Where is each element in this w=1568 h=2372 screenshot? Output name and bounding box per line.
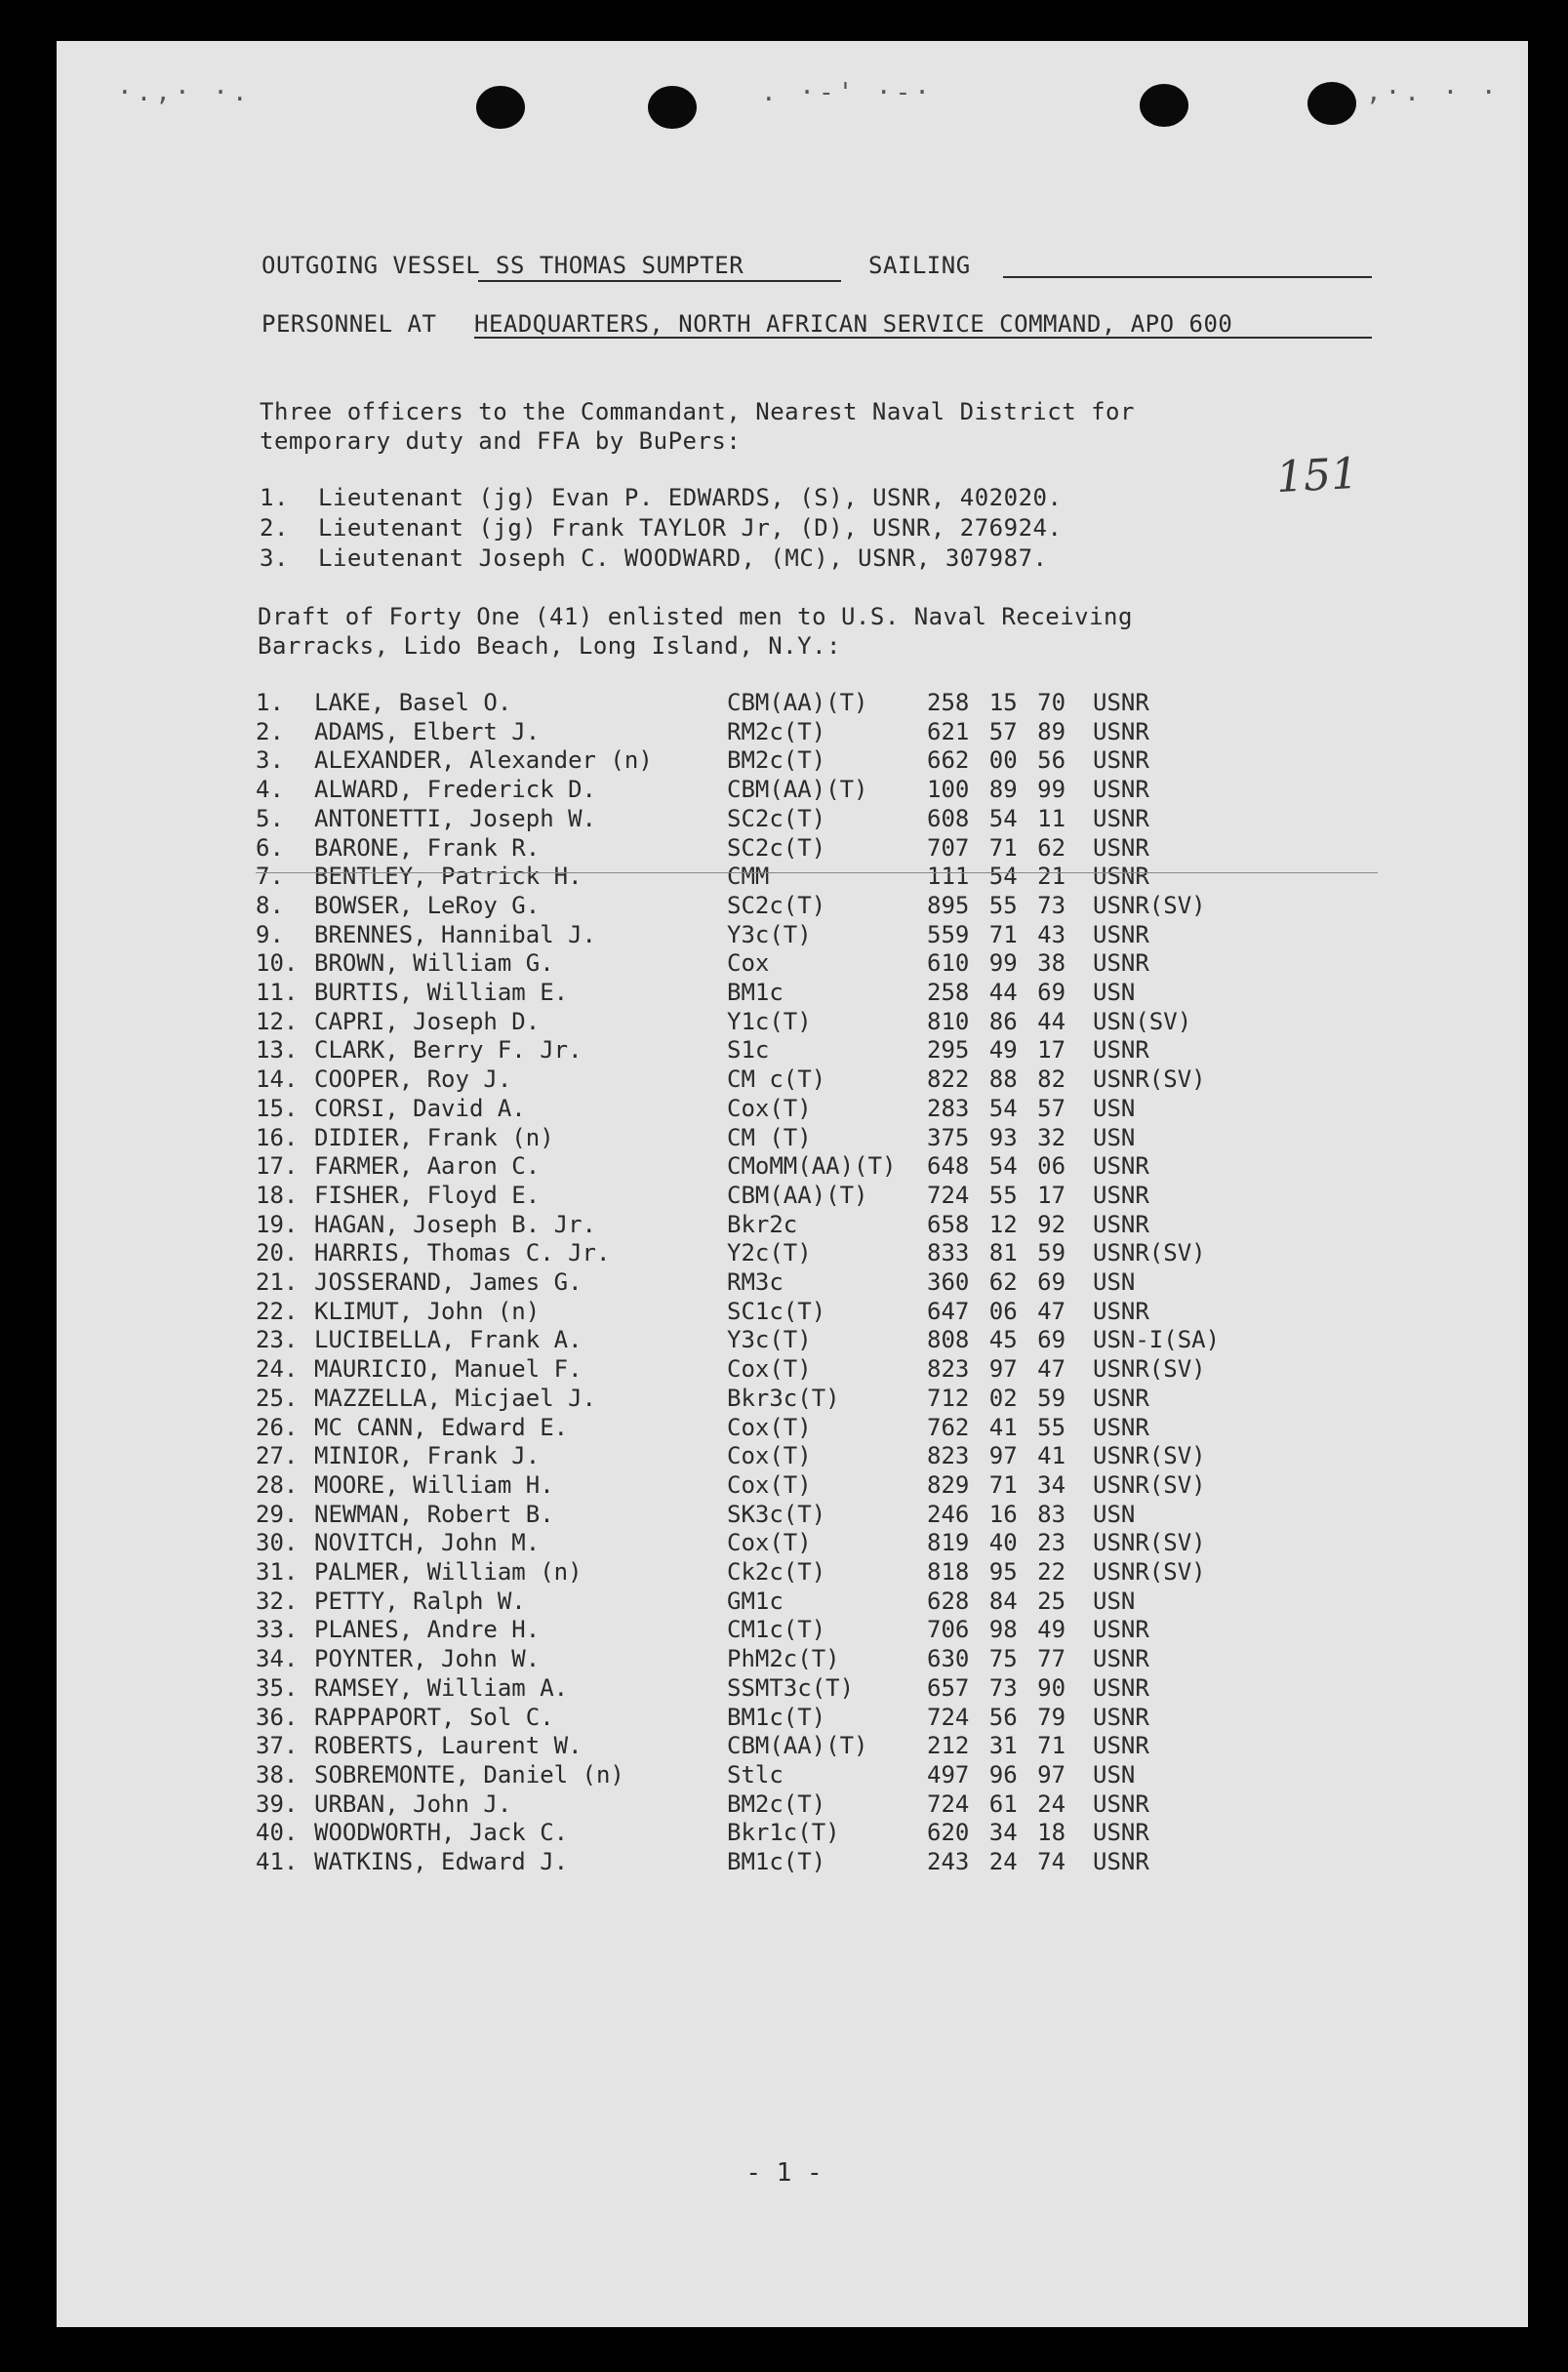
enlisted-rate: SC2c(T) [727, 804, 826, 832]
enlisted-status: USN-I(SA) [1093, 1326, 1221, 1354]
station-underline [474, 337, 1372, 339]
enlisted-service-number: 823 97 41 [927, 1442, 1066, 1470]
enlisted-status: USN [1093, 1587, 1136, 1615]
enlisted-rate: Y3c(T) [727, 1326, 812, 1354]
enlisted-name: ALEXANDER, Alexander (n) [314, 746, 653, 775]
sailing-underline [1003, 276, 1372, 278]
enlisted-number: 23. [256, 1326, 299, 1354]
enlisted-status: USNR(SV) [1093, 1355, 1206, 1384]
officers-intro-line-1: Three officers to the Commandant, Nearest Naval District for [260, 398, 1135, 425]
officer-number: 2. [260, 514, 289, 542]
enlisted-name: COOPER, Roy J. [314, 1065, 512, 1094]
vessel-name: SS THOMAS SUMPTER [496, 252, 744, 279]
enlisted-name: CORSI, David A. [314, 1094, 526, 1122]
enlisted-service-number: 246 16 83 [927, 1500, 1066, 1528]
edge-marks-center: . ·-' ·-· [761, 78, 934, 107]
enlisted-name: POYNTER, John W. [314, 1645, 541, 1673]
enlisted-status: USNR [1093, 1673, 1149, 1702]
enlisted-rate: BM2c(T) [727, 746, 826, 775]
officers-intro-line-2: temporary duty and FFA by BuPers: [260, 427, 742, 455]
enlisted-name: NOVITCH, John M. [314, 1529, 541, 1557]
enlisted-status: USNR [1093, 1036, 1149, 1065]
enlisted-service-number: 111 54 21 [927, 863, 1066, 891]
enlisted-status: USNR [1093, 1413, 1149, 1441]
enlisted-number: 31. [256, 1558, 299, 1586]
enlisted-service-number: 497 96 97 [927, 1760, 1066, 1789]
enlisted-status: USNR [1093, 949, 1149, 978]
enlisted-status: USNR [1093, 1819, 1149, 1847]
enlisted-rate: Bkr3c(T) [727, 1384, 840, 1412]
officer-number: 3. [260, 544, 289, 572]
enlisted-service-number: 662 00 56 [927, 746, 1066, 775]
enlisted-rate: CMoMM(AA)(T) [727, 1152, 897, 1181]
enlisted-service-number: 808 45 69 [927, 1326, 1066, 1354]
enlisted-status: USNR [1093, 1703, 1149, 1731]
enlisted-service-number: 647 06 47 [927, 1297, 1066, 1325]
enlisted-name: ROBERTS, Laurent W. [314, 1732, 583, 1760]
enlisted-name: BOWSER, LeRoy G. [314, 891, 541, 919]
enlisted-name: CLARK, Berry F. Jr. [314, 1036, 583, 1065]
enlisted-number: 9. [256, 920, 284, 948]
station-name: HEADQUARTERS, NORTH AFRICAN SERVICE COMMAND, APO 600 [474, 310, 1233, 338]
enlisted-service-number: 630 75 77 [927, 1645, 1066, 1673]
enlisted-service-number: 724 56 79 [927, 1703, 1066, 1731]
enlisted-status: USN [1093, 979, 1136, 1006]
enlisted-number: 10. [256, 949, 299, 978]
enlisted-name: BRENNES, Hannibal J. [314, 920, 596, 948]
enlisted-service-number: 706 98 49 [927, 1616, 1066, 1644]
enlisted-status: USNR [1093, 1181, 1149, 1209]
enlisted-number: 12. [256, 1007, 299, 1035]
enlisted-number: 15. [256, 1094, 299, 1122]
enlisted-rate: S1c [727, 1036, 770, 1065]
enlisted-name: BENTLEY, Patrick H. [314, 863, 583, 891]
enlisted-rate: CBM(AA)(T) [727, 689, 868, 716]
enlisted-name: BROWN, William G. [314, 949, 554, 978]
enlisted-rate: CM (T) [727, 1123, 812, 1151]
enlisted-name: KLIMUT, John (n) [314, 1297, 541, 1325]
enlisted-rate: CBM(AA)(T) [727, 1732, 868, 1760]
enlisted-status: USNR [1093, 1732, 1149, 1760]
stamped-page-number: 151 [1274, 448, 1360, 503]
enlisted-service-number: 559 71 43 [927, 920, 1066, 948]
enlisted-status: USNR [1093, 746, 1149, 775]
punch-hole-3 [1140, 84, 1188, 127]
enlisted-service-number: 258 15 70 [927, 689, 1066, 716]
enlisted-rate: Y3c(T) [727, 920, 812, 948]
enlisted-status: USNR [1093, 804, 1149, 832]
enlisted-rate: RM3c [727, 1268, 784, 1296]
enlisted-status: USNR(SV) [1093, 1470, 1206, 1499]
outgoing-vessel-label: OUTGOING VESSEL [261, 252, 481, 279]
enlisted-number: 37. [256, 1732, 299, 1760]
enlisted-rate: Stlc [727, 1760, 784, 1789]
enlisted-status: USNR [1093, 776, 1149, 804]
enlisted-service-number: 283 54 57 [927, 1094, 1066, 1122]
enlisted-status: USN [1093, 1500, 1136, 1528]
enlisted-name: HAGAN, Joseph B. Jr. [314, 1210, 596, 1238]
enlisted-status: USNR(SV) [1093, 1529, 1206, 1557]
personnel-label: PERSONNEL AT [261, 310, 437, 338]
enlisted-number: 1. [256, 689, 284, 716]
enlisted-number: 28. [256, 1470, 299, 1499]
enlisted-number: 16. [256, 1123, 299, 1151]
enlisted-service-number: 895 55 73 [927, 891, 1066, 919]
enlisted-name: FARMER, Aaron C. [314, 1152, 541, 1181]
enlisted-number: 26. [256, 1413, 299, 1441]
enlisted-service-number: 829 71 34 [927, 1470, 1066, 1499]
sailing-label: SAILING [868, 252, 971, 279]
enlisted-service-number: 724 55 17 [927, 1181, 1066, 1209]
enlisted-number: 13. [256, 1036, 299, 1065]
enlisted-service-number: 212 31 71 [927, 1732, 1066, 1760]
enlisted-name: ANTONETTI, Joseph W. [314, 804, 596, 832]
enlisted-rate: Ck2c(T) [727, 1558, 826, 1586]
enlisted-name: LUCIBELLA, Frank A. [314, 1326, 583, 1354]
enlisted-service-number: 608 54 11 [927, 804, 1066, 832]
enlisted-rate: Cox(T) [727, 1529, 812, 1557]
edge-marks-left: ·.,· ·. [117, 78, 252, 107]
enlisted-name: SOBREMONTE, Daniel (n) [314, 1760, 624, 1789]
enlisted-name: MAURICIO, Manuel F. [314, 1355, 583, 1384]
enlisted-number: 22. [256, 1297, 299, 1325]
enlisted-rate: CBM(AA)(T) [727, 776, 868, 804]
enlisted-status: USN [1093, 1268, 1136, 1296]
enlisted-name: PLANES, Andre H. [314, 1616, 541, 1644]
enlisted-name: ALWARD, Frederick D. [314, 776, 596, 804]
enlisted-name: ADAMS, Elbert J. [314, 717, 541, 745]
enlisted-service-number: 258 44 69 [927, 979, 1066, 1006]
enlisted-status: USNR [1093, 1152, 1149, 1181]
enlisted-number: 21. [256, 1268, 299, 1296]
officer-number: 1. [260, 484, 289, 511]
enlisted-status: USNR [1093, 1384, 1149, 1412]
enlisted-number: 25. [256, 1384, 299, 1412]
enlisted-service-number: 658 12 92 [927, 1210, 1066, 1238]
enlisted-name: LAKE, Basel O. [314, 689, 512, 716]
enlisted-service-number: 100 89 99 [927, 776, 1066, 804]
enlisted-rate: SC2c(T) [727, 891, 826, 919]
enlisted-status: USNR [1093, 863, 1149, 891]
enlisted-service-number: 818 95 22 [927, 1558, 1066, 1586]
enlisted-name: WOODWORTH, Jack C. [314, 1819, 569, 1847]
enlisted-name: RAPPAPORT, Sol C. [314, 1703, 554, 1731]
enlisted-name: BARONE, Frank R. [314, 833, 541, 862]
enlisted-name: DIDIER, Frank (n) [314, 1123, 554, 1151]
punch-hole-1 [476, 86, 525, 129]
enlisted-rate: RM2c(T) [727, 717, 826, 745]
enlisted-number: 35. [256, 1673, 299, 1702]
enlisted-rate: Bkr1c(T) [727, 1819, 840, 1847]
enlisted-status: USNR [1093, 1645, 1149, 1673]
enlisted-service-number: 819 40 23 [927, 1529, 1066, 1557]
enlisted-service-number: 822 88 82 [927, 1065, 1066, 1094]
enlisted-service-number: 295 49 17 [927, 1036, 1066, 1065]
enlisted-status: USNR [1093, 689, 1149, 716]
enlisted-rate: Cox(T) [727, 1094, 812, 1122]
enlisted-rate: BM1c(T) [727, 1848, 826, 1875]
enlisted-name: MINIOR, Frank J. [314, 1442, 541, 1470]
enlisted-number: 7. [256, 863, 284, 891]
enlisted-service-number: 823 97 47 [927, 1355, 1066, 1384]
enlisted-name: URBAN, John J. [314, 1789, 512, 1818]
enlisted-status: USNR [1093, 833, 1149, 862]
enlisted-service-number: 724 61 24 [927, 1789, 1066, 1818]
enlisted-name: MC CANN, Edward E. [314, 1413, 569, 1441]
enlisted-rate: Cox(T) [727, 1470, 812, 1499]
enlisted-number: 33. [256, 1616, 299, 1644]
enlisted-name: NEWMAN, Robert B. [314, 1500, 554, 1528]
enlisted-rate: GM1c [727, 1587, 784, 1615]
enlisted-rate: BM2c(T) [727, 1789, 826, 1818]
enlisted-status: USNR [1093, 1297, 1149, 1325]
ruled-line [256, 872, 1378, 873]
punch-hole-4 [1307, 82, 1356, 125]
enlisted-service-number: 648 54 06 [927, 1152, 1066, 1181]
draft-intro-line-1: Draft of Forty One (41) enlisted men to U.S. Naval Receiving [258, 603, 1133, 630]
enlisted-service-number: 833 81 59 [927, 1239, 1066, 1267]
enlisted-rate: PhM2c(T) [727, 1645, 840, 1673]
enlisted-number: 20. [256, 1239, 299, 1267]
enlisted-rate: BM1c(T) [727, 1703, 826, 1731]
enlisted-number: 38. [256, 1760, 299, 1789]
enlisted-status: USNR(SV) [1093, 1442, 1206, 1470]
enlisted-name: MOORE, William H. [314, 1470, 554, 1499]
enlisted-rate: CM c(T) [727, 1065, 826, 1094]
enlisted-rate: SSMT3c(T) [727, 1673, 855, 1702]
enlisted-number: 40. [256, 1819, 299, 1847]
enlisted-rate: Cox(T) [727, 1442, 812, 1470]
enlisted-number: 29. [256, 1500, 299, 1528]
enlisted-number: 4. [256, 776, 284, 804]
enlisted-name: RAMSEY, William A. [314, 1673, 569, 1702]
enlisted-rate: SK3c(T) [727, 1500, 826, 1528]
enlisted-rate: CM1c(T) [727, 1616, 826, 1644]
enlisted-name: BURTIS, William E. [314, 979, 569, 1006]
enlisted-number: 30. [256, 1529, 299, 1557]
enlisted-number: 36. [256, 1703, 299, 1731]
enlisted-number: 6. [256, 833, 284, 862]
enlisted-status: USNR [1093, 1616, 1149, 1644]
enlisted-service-number: 243 24 74 [927, 1848, 1066, 1875]
enlisted-status: USNR(SV) [1093, 1065, 1206, 1094]
punch-hole-2 [648, 86, 697, 129]
enlisted-number: 27. [256, 1442, 299, 1470]
enlisted-status: USNR [1093, 1210, 1149, 1238]
enlisted-status: USNR [1093, 717, 1149, 745]
enlisted-name: JOSSERAND, James G. [314, 1268, 583, 1296]
enlisted-service-number: 810 86 44 [927, 1007, 1066, 1035]
enlisted-service-number: 610 99 38 [927, 949, 1066, 978]
enlisted-name: FISHER, Floyd E. [314, 1181, 541, 1209]
enlisted-status: USNR(SV) [1093, 1239, 1206, 1267]
enlisted-rate: Cox(T) [727, 1413, 812, 1441]
enlisted-number: 19. [256, 1210, 299, 1238]
edge-marks-right: ,·. · · [1366, 78, 1501, 107]
enlisted-number: 32. [256, 1587, 299, 1615]
enlisted-status: USN [1093, 1094, 1136, 1122]
enlisted-number: 3. [256, 746, 284, 775]
enlisted-name: CAPRI, Joseph D. [314, 1007, 541, 1035]
enlisted-name: PETTY, Ralph W. [314, 1587, 526, 1615]
enlisted-number: 34. [256, 1645, 299, 1673]
enlisted-rate: Y2c(T) [727, 1239, 812, 1267]
officer-entry: Lieutenant (jg) Evan P. EDWARDS, (S), USNR, 402020. [318, 484, 1063, 511]
enlisted-status: USNR [1093, 1789, 1149, 1818]
enlisted-service-number: 620 34 18 [927, 1819, 1066, 1847]
enlisted-number: 17. [256, 1152, 299, 1181]
enlisted-rate: CMM [727, 863, 770, 891]
enlisted-status: USNR [1093, 1848, 1149, 1875]
enlisted-service-number: 375 93 32 [927, 1123, 1066, 1151]
enlisted-status: USNR(SV) [1093, 1558, 1206, 1586]
enlisted-name: MAZZELLA, Micjael J. [314, 1384, 596, 1412]
enlisted-number: 2. [256, 717, 284, 745]
enlisted-number: 14. [256, 1065, 299, 1094]
enlisted-number: 41. [256, 1848, 299, 1875]
enlisted-service-number: 628 84 25 [927, 1587, 1066, 1615]
enlisted-status: USN [1093, 1123, 1136, 1151]
enlisted-number: 39. [256, 1789, 299, 1818]
enlisted-service-number: 712 02 59 [927, 1384, 1066, 1412]
enlisted-service-number: 707 71 62 [927, 833, 1066, 862]
draft-intro-line-2: Barracks, Lido Beach, Long Island, N.Y.: [258, 632, 841, 660]
enlisted-name: HARRIS, Thomas C. Jr. [314, 1239, 611, 1267]
enlisted-name: WATKINS, Edward J. [314, 1848, 569, 1875]
enlisted-rate: Y1c(T) [727, 1007, 812, 1035]
vessel-underline [478, 280, 841, 282]
enlisted-rate: SC2c(T) [727, 833, 826, 862]
enlisted-status: USN(SV) [1093, 1007, 1192, 1035]
enlisted-name: PALMER, William (n) [314, 1558, 583, 1586]
enlisted-number: 5. [256, 804, 284, 832]
enlisted-rate: SC1c(T) [727, 1297, 826, 1325]
enlisted-service-number: 762 41 55 [927, 1413, 1066, 1441]
enlisted-rate: Cox(T) [727, 1355, 812, 1384]
enlisted-status: USN [1093, 1760, 1136, 1789]
enlisted-rate: Cox [727, 949, 770, 978]
enlisted-number: 11. [256, 979, 299, 1006]
officer-entry: Lieutenant (jg) Frank TAYLOR Jr, (D), USNR, 276924. [318, 514, 1063, 542]
page-footer-number: - 1 - [745, 2158, 823, 2188]
officer-entry: Lieutenant Joseph C. WOODWARD, (MC), USNR, 307987. [318, 544, 1048, 572]
enlisted-rate: Bkr2c [727, 1210, 798, 1238]
enlisted-number: 8. [256, 891, 284, 919]
enlisted-service-number: 621 57 89 [927, 717, 1066, 745]
enlisted-status: USNR [1093, 920, 1149, 948]
enlisted-rate: BM1c [727, 979, 784, 1006]
enlisted-number: 18. [256, 1181, 299, 1209]
enlisted-number: 24. [256, 1355, 299, 1384]
enlisted-service-number: 657 73 90 [927, 1673, 1066, 1702]
enlisted-status: USNR(SV) [1093, 891, 1206, 919]
enlisted-rate: CBM(AA)(T) [727, 1181, 868, 1209]
enlisted-service-number: 360 62 69 [927, 1268, 1066, 1296]
